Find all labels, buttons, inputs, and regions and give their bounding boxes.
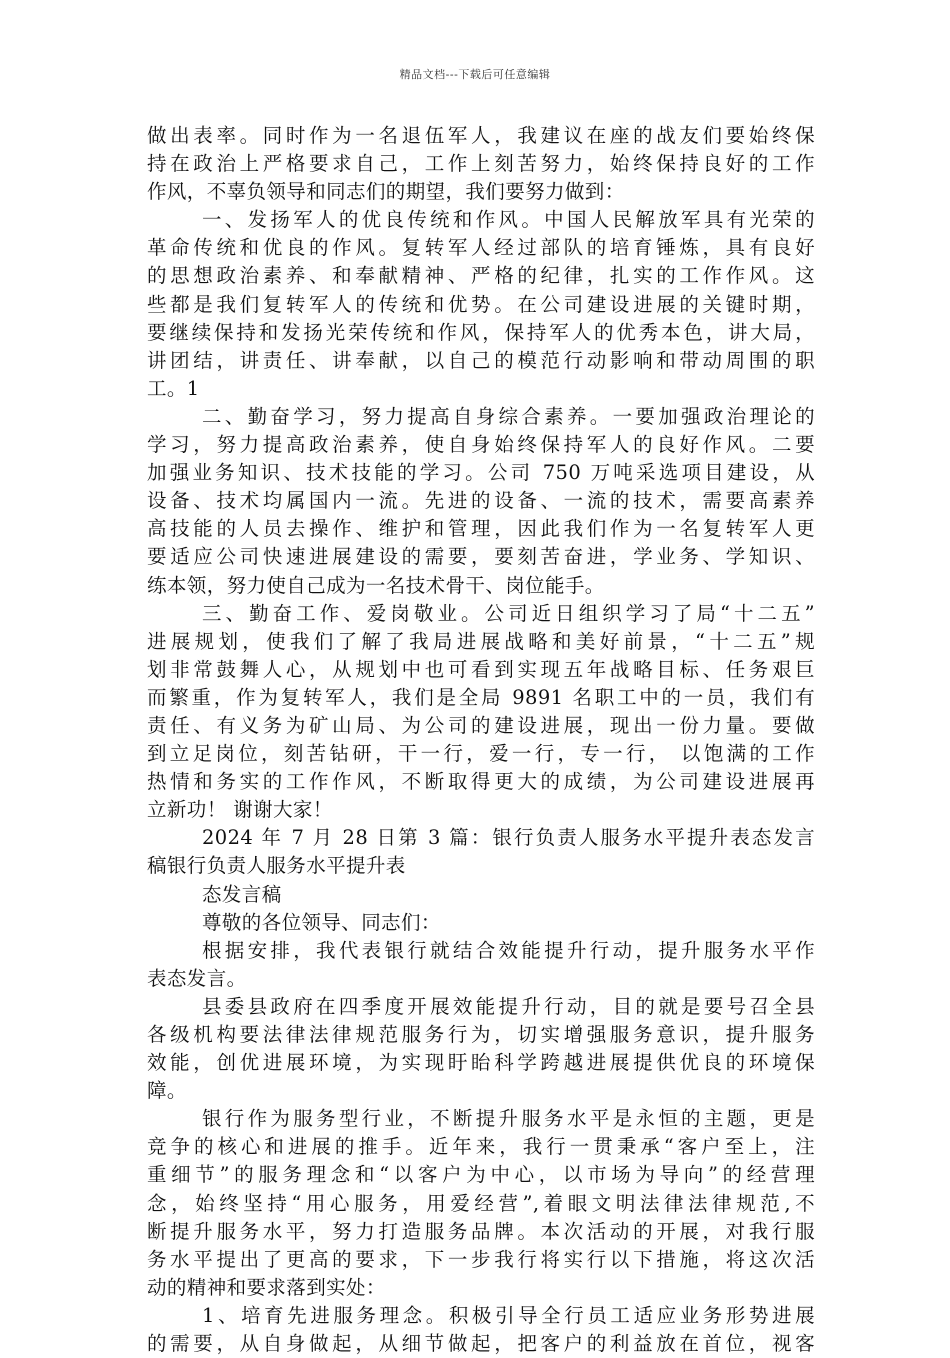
text-line: 而繁重，作为复转军人，我们是全局 9891 名职工中的一员，我们有	[147, 685, 815, 709]
text-line: 动的精神和要求落到实处：	[147, 1275, 386, 1299]
text-line: 根据安排，我代表银行就结合效能提升行动，提升服务水平作	[202, 938, 815, 962]
text-line: 讲团结，讲责任、讲奉献，以自己的模范行动影响和带动周围的职	[147, 348, 815, 372]
text-line: 学习，努力提高政治素养，使自身始终保持军人的良好作风。二要	[147, 433, 815, 457]
text-line: 设备、技术均属国内一流。先进的设备、一流的技术，需要高素养	[147, 489, 815, 513]
text-line: 念，始终坚持“用心服务，用爱经营”,着眼文明法律法律规范,不	[147, 1191, 815, 1215]
text-line: 责任、有义务为矿山局、为公司的建设进展，现出一份力量。要做	[147, 713, 815, 737]
text-line: 态发言稿	[202, 882, 282, 906]
text-line: 持在政治上严格要求自己，工作上刻苦努力，始终保持良好的工作	[147, 152, 815, 176]
text-line: 到立足岗位，刻苦钻研，干一行，爱一行，专一行， 以饱满的工作	[147, 742, 815, 766]
text-line: 工。1	[147, 376, 200, 400]
text-line: 的需要，从自身做起，从细节做起，把客户的利益放在首位，视客	[147, 1332, 815, 1356]
text-line: 县委县政府在四季度开展效能提升行动，目的就是要号召全县	[202, 994, 815, 1018]
text-line: 练本领，努力使自己成为一名技术骨干、岗位能手。	[147, 573, 605, 597]
text-line: 些都是我们复转军人的传统和优势。在公司建设进展的关键时期，	[147, 292, 815, 316]
text-line: 2024 年 7 月 28 日第 3 篇：银行负责人服务水平提升表态发言	[202, 826, 815, 850]
page-header: 精品文档---下载后可任意编辑	[399, 68, 551, 81]
text-line: 一、发扬军人的优良传统和作风。中国人民解放军具有光荣的	[202, 208, 815, 232]
text-line: 进展规划，使我们了解了我局进展战略和美好前景，“十二五”规	[147, 629, 815, 653]
text-line: 革命传统和优良的作风。复转军人经过部队的培育锤炼，具有良好	[147, 236, 815, 260]
text-line: 划非常鼓舞人心，从规划中也可看到实现五年战略目标、任务艰巨	[147, 657, 815, 681]
text-line: 务水平提出了更高的要求，下一步我行将实行以下措施，将这次活	[147, 1247, 815, 1271]
text-line: 效能，创优进展环境，为实现盱眙科学跨越进展提供优良的环境保	[147, 1051, 815, 1075]
text-line: 做出表率。同时作为一名退伍军人，我建议在座的战友们要始终保	[147, 124, 815, 147]
text-line: 表态发言。	[147, 966, 247, 990]
text-line: 热情和务实的工作作风，不断取得更大的成绩，为公司建设进展再	[147, 770, 815, 794]
text-line: 稿银行负责人服务水平提升表	[147, 854, 406, 878]
document-body	[147, 122, 815, 1358]
text-line: 重细节”的服务理念和“以客户为中心，以市场为导向”的经营理	[147, 1163, 815, 1187]
text-line: 立新功！ 谢谢大家！	[147, 798, 333, 822]
text-line: 要适应公司快速进展建设的需要，要刻苦奋进，学业务、学知识、	[147, 545, 815, 569]
text-line: 三、勤奋工作、爱岗敬业。公司近日组织学习了局“十二五”	[202, 601, 815, 625]
text-line: 二、勤奋学习，努力提高自身综合素养。一要加强政治理论的	[202, 404, 815, 428]
text-line: 银行作为服务型行业，不断提升服务水平是永恒的主题，更是	[202, 1107, 815, 1131]
text-line: 的思想政治素养、和奉献精神、严格的纪律，扎实的工作作风。这	[147, 264, 815, 288]
text-line: 1、培育先进服务理念。积极引导全行员工适应业务形势进展	[202, 1303, 815, 1327]
text-line: 作风，不辜负领导和同志们的期望，我们要努力做到：	[147, 180, 625, 204]
text-line: 要继续保持和发扬光荣传统和作风，保持军人的优秀本色，讲大局，	[147, 320, 815, 344]
text-line: 各级机构要法律法律规范服务行为，切实增强服务意识，提升服务	[147, 1023, 815, 1046]
text-line: 加强业务知识、技术技能的学习。公司 750 万吨采选项目建设，从	[147, 461, 815, 485]
text-line: 断提升服务水平，努力打造服务品牌。本次活动的开展，对我行服	[147, 1219, 815, 1243]
text-line: 竞争的核心和进展的推手。近年来，我行一贯秉承“客户至上，注	[147, 1135, 815, 1159]
text-line: 障。	[147, 1079, 187, 1103]
text-line: 高技能的人员去操作、维护和管理，因此我们作为一名复转军人更	[147, 517, 815, 541]
text-line: 尊敬的各位领导、同志们：	[202, 910, 441, 934]
